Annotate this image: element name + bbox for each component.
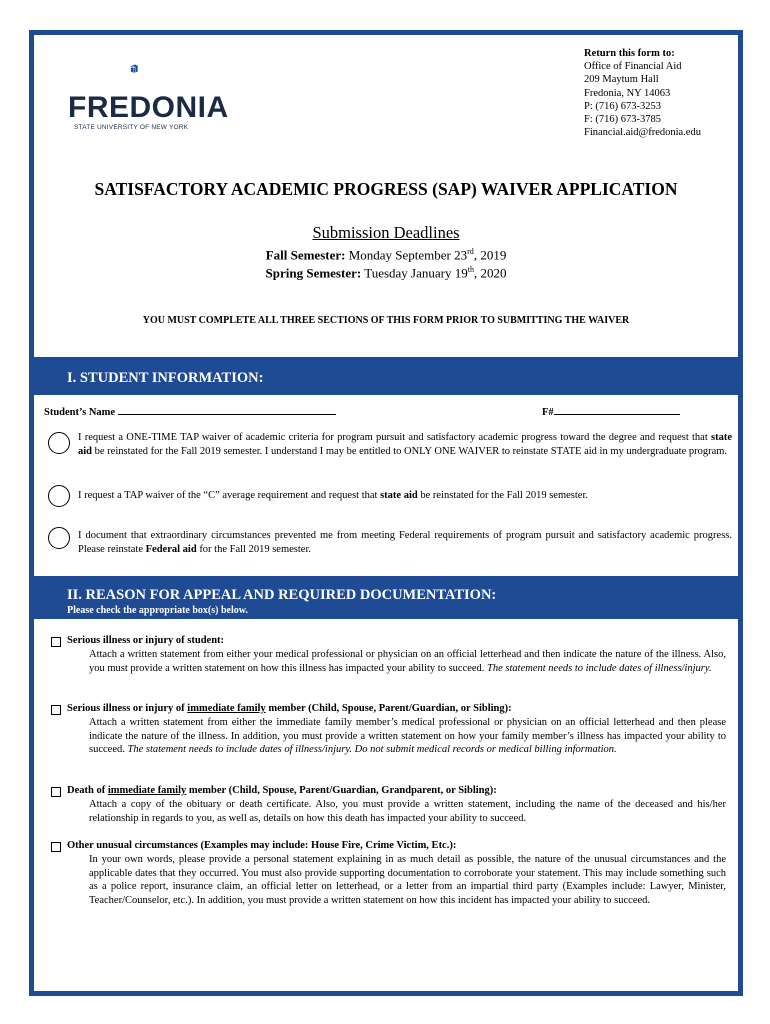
description-text: In your own words, please provide a personal statement explaining in as much detail as possible, the nature of the unusual circumstances and the applicable dates that they occurred. You must also provide supporting documentation to corroborate your statement. This may include something such as a police report, insurance claim, an official letter on letterhead, or a letter from an impartial third party (Examples include: Lawyer, Minister, Teacher/Counselor, etc.). In addition, you must provide a written statement on how this incident has impacted your ability to succeed. <box>89 854 726 906</box>
label-text: Serious illness or injury of student: <box>67 635 225 646</box>
radio-circle-icon[interactable] <box>48 527 70 549</box>
checkbox-label <box>67 703 512 714</box>
section2-header <box>34 576 738 619</box>
checkbox[interactable] <box>51 787 61 797</box>
completion-notice: YOU MUST COMPLETE ALL THREE SECTIONS OF THIS FORM PRIOR TO SUBMITTING THE WAIVER <box>142 315 630 326</box>
option-text-bold: Federal aid <box>145 543 197 555</box>
checkbox-label <box>67 840 456 851</box>
option-federal-aid <box>44 525 734 559</box>
logo-subtitle: STATE UNIVERSITY OF NEW YORK <box>74 124 189 131</box>
f-number-label: F# <box>542 407 554 418</box>
f-number-field[interactable] <box>542 405 680 418</box>
return-line: P: (716) 673-3253 <box>584 100 661 112</box>
spring-label: Spring Semester: <box>265 265 362 281</box>
checkbox[interactable] <box>51 637 61 647</box>
fall-date: Monday September 23 <box>348 247 468 263</box>
student-name-field[interactable] <box>44 405 336 418</box>
label-text: member (Child, Spouse, Parent/Guardian, or Sibling): <box>265 703 512 714</box>
option-text-part: be reinstated for the Fall 2019 semester. <box>417 490 588 501</box>
spring-year: , 2020 <box>473 265 507 281</box>
return-line: Office of Financial Aid <box>584 61 682 73</box>
option-text-part: I request a TAP waiver of the “C” average requirement and request that <box>78 490 381 501</box>
student-name-line[interactable] <box>118 405 336 415</box>
return-line: 209 Maytum Hall <box>584 74 659 86</box>
option-one-time-tap-waiver <box>44 431 734 475</box>
spring-date-sup: th <box>467 265 474 274</box>
item-description <box>89 853 726 907</box>
description-italic: The statement needs to include dates of illness/injury. <box>487 662 712 674</box>
label-text: Death of <box>67 785 108 796</box>
return-line: F: (716) 673-3785 <box>584 114 661 126</box>
checkbox-label <box>67 635 224 646</box>
section1-title: I. STUDENT INFORMATION: <box>67 370 264 386</box>
fall-deadline <box>34 247 738 263</box>
checkbox[interactable] <box>51 705 61 715</box>
fredonia-emblem-icon <box>130 55 166 91</box>
return-email: Financial.aid@fredonia.edu <box>584 127 701 139</box>
form-page <box>29 30 743 996</box>
option-text-part: be reinstated for the Fall 2019 semester. I understand I may be entitled to ONLY ONE WAIVER to reinstate STATE aid in my undergraduate program. <box>92 445 728 457</box>
description-text: Attach a copy of the obituary or death certificate. Also, you must provide a written statement, including the name of the deceased and his/her relationship in regards to you, as well as, details on how this death has impacted your ability to succeed. <box>89 799 726 824</box>
logo-wordmark: FREDONIA <box>68 91 229 124</box>
description-italic: The statement needs to include dates of illness/injury. Do not submit medical records or medical billing information. <box>127 744 617 756</box>
radio-circle-icon[interactable] <box>48 485 70 507</box>
checkbox[interactable] <box>51 842 61 852</box>
label-underlined: immediate family <box>107 785 187 796</box>
section2-title: II. REASON FOR APPEAL AND REQUIRED DOCUMENTATION: <box>67 587 497 603</box>
description-text: Attach a written statement from either your medical professional or physician on an official letterhead and then indicate the nature of the illness. Also, you must provide a written statement on how this illness has impacted your ability to succeed. <box>89 649 726 674</box>
return-heading: Return this form to: <box>584 48 675 59</box>
spring-deadline <box>34 265 738 281</box>
description-text: Attach a written statement from either the immediate family member’s medical professional or physician on an official letterhead and then please indicate the nature of the illness. In addition, you must provide a written statement on how your family member’s illness has impacted your ability to succeed. <box>89 717 726 756</box>
section2-subtitle: Please check the appropriate box(s) below. <box>67 605 248 616</box>
item-description <box>89 798 726 825</box>
return-line: Fredonia, NY 14063 <box>584 87 671 99</box>
option-c-average-waiver <box>44 485 734 509</box>
f-number-line[interactable] <box>554 405 680 415</box>
item-description <box>89 648 726 675</box>
fall-year: , 2019 <box>473 247 507 263</box>
checkbox-label <box>67 785 497 796</box>
option-text <box>78 431 732 458</box>
label-text: member (Child, Spouse, Parent/Guardian, Grandparent, or Sibling): <box>186 785 497 796</box>
form-title: SATISFACTORY ACADEMIC PROGRESS (SAP) WAIVER APPLICATION <box>94 179 678 199</box>
radio-circle-icon[interactable] <box>48 432 70 454</box>
return-address <box>584 47 701 139</box>
fall-label: Fall Semester: <box>265 247 346 263</box>
student-name-label: Student’s Name <box>44 407 116 418</box>
option-text <box>78 529 732 556</box>
option-text-bold: state aid <box>78 432 732 457</box>
deadlines-heading: Submission Deadlines <box>312 223 460 242</box>
option-text-part: I request a ONE-TIME TAP waiver of academic criteria for program pursuit and satisfactory academic progress toward the degree and request that <box>78 432 711 443</box>
spring-date: Tuesday January 19 <box>364 265 468 281</box>
label-text: Other unusual circumstances (Examples may include: House Fire, Crime Victim, Etc.): <box>67 840 457 851</box>
option-text-part: for the Fall 2019 semester. <box>196 543 311 555</box>
option-text <box>78 489 732 503</box>
option-text-bold: state aid <box>380 490 418 501</box>
label-underlined: immediate family <box>187 703 266 714</box>
section1-header <box>34 357 738 395</box>
item-description <box>89 716 726 757</box>
fall-date-sup: rd <box>467 247 474 256</box>
option-text-part: I document that extraordinary circumstances prevented me from meeting Federal requirements of program pursuit and satisfactory academic progress. Please reinstate <box>78 530 732 555</box>
label-text: Serious illness or injury of <box>67 703 188 714</box>
